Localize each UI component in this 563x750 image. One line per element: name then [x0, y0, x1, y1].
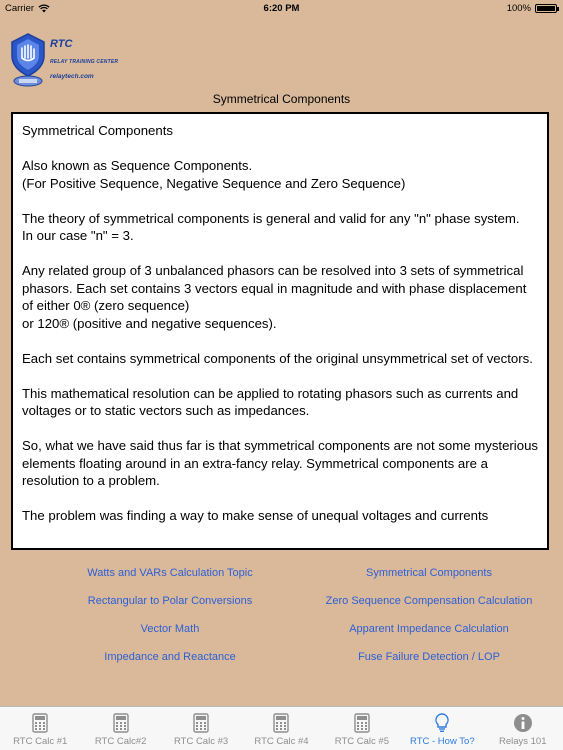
content-line: In our case "n" = 3.	[22, 228, 134, 243]
content-paragraph	[22, 157, 539, 192]
link-fuse-failure[interactable]: Fuse Failure Detection / LOP	[358, 651, 500, 663]
content-line: or 120® (positive and negative sequences).	[22, 315, 277, 331]
content-line: Also known as Sequence Components.	[22, 158, 253, 173]
calculator-icon	[193, 713, 209, 733]
calculator-icon	[113, 713, 129, 733]
link-symmetrical-components[interactable]: Symmetrical Components	[366, 567, 492, 579]
status-bar	[0, 0, 563, 18]
battery-fill	[537, 6, 555, 11]
lightbulb-icon	[434, 713, 450, 733]
link-rect-to-polar[interactable]: Rectangular to Polar Conversions	[87, 595, 253, 607]
tab-rtc-calc-5[interactable]	[322, 707, 402, 750]
content-line: The theory of symmetrical components is general and valid for any "n" phase system.	[22, 210, 520, 226]
content-line: Each set contains symmetrical components of the original unsymmetrical set of vectors.	[22, 350, 533, 366]
calculator-icon	[273, 713, 289, 733]
tab-label: Relays 101	[498, 736, 547, 747]
battery-percent: 100%	[506, 3, 531, 14]
tab-bar	[0, 706, 563, 750]
content-paragraph	[22, 385, 539, 420]
link-row	[0, 567, 563, 595]
content-text-view[interactable]	[11, 112, 549, 550]
tab-label: RTC Calc #4	[254, 736, 309, 747]
link-apparent-impedance[interactable]: Apparent Impedance Calculation	[349, 623, 509, 635]
tab-rtc-calc-4[interactable]	[241, 707, 321, 750]
battery-icon	[535, 4, 557, 13]
link-impedance-reactance[interactable]: Impedance and Reactance	[104, 651, 236, 663]
tab-rtc-calc-2[interactable]	[80, 707, 160, 750]
tab-rtc-how-to[interactable]	[402, 707, 482, 750]
logo-title: RTC	[50, 38, 73, 50]
tab-label: RTC Calc #3	[173, 736, 229, 747]
content-line: Any related group of 3 unbalanced phasors can be resolved into 3 sets of symmetrical phasors. Each set contains 3 vectors equal in magnitude and with phase displacement of either 0® (zero sequence)	[22, 263, 527, 313]
content-line: (For Positive Sequence, Negative Sequence and Zero Sequence)	[22, 175, 406, 191]
link-row	[0, 623, 563, 651]
tab-label: RTC Calc #1	[13, 736, 68, 747]
content-line: This mathematical resolution can be applied to rotating phasors such as currents and voltages or to static vectors such as impedances.	[22, 385, 519, 418]
tab-label: RTC Calc#2	[94, 736, 147, 747]
topic-links	[0, 567, 563, 679]
calculator-icon	[354, 713, 370, 733]
page-title: Symmetrical Components	[212, 92, 351, 106]
content-line: Symmetrical Components	[22, 123, 173, 138]
content-paragraph	[22, 350, 539, 368]
logo-url: relaytech.com	[50, 73, 94, 80]
carrier-label: Carrier	[5, 3, 35, 14]
link-row	[0, 595, 563, 623]
logo-subtitle: RELAY TRAINING CENTER	[50, 59, 119, 65]
link-watts-vars[interactable]: Watts and VARs Calculation Topic	[87, 567, 253, 579]
link-zero-sequence-compensation[interactable]: Zero Sequence Compensation Calculation	[325, 595, 533, 607]
content-paragraph	[22, 437, 539, 490]
content-paragraph	[22, 262, 539, 332]
content-paragraph	[22, 210, 539, 245]
tab-rtc-calc-1[interactable]	[0, 707, 80, 750]
link-row	[0, 651, 563, 679]
tab-relays-101[interactable]	[483, 707, 563, 750]
link-vector-math[interactable]: Vector Math	[140, 623, 200, 635]
status-time: 6:20 PM	[263, 3, 300, 14]
calculator-icon	[32, 713, 48, 733]
content-line: So, what we have said thus far is that symmetrical components are not some mysterious elements floating around in an extra-fancy relay. Symmetrical components are a resolution to a problem.	[22, 438, 538, 488]
content-paragraph	[22, 122, 539, 140]
content-line: The problem was finding a way to make sense of unequal voltages and currents	[22, 508, 489, 523]
tab-label: RTC Calc #5	[334, 736, 389, 747]
content-paragraph	[22, 507, 539, 525]
tab-label: RTC - How To?	[410, 736, 475, 747]
content-text	[13, 114, 547, 525]
tab-rtc-calc-3[interactable]	[161, 707, 241, 750]
info-icon	[513, 713, 533, 733]
status-right	[507, 3, 557, 14]
